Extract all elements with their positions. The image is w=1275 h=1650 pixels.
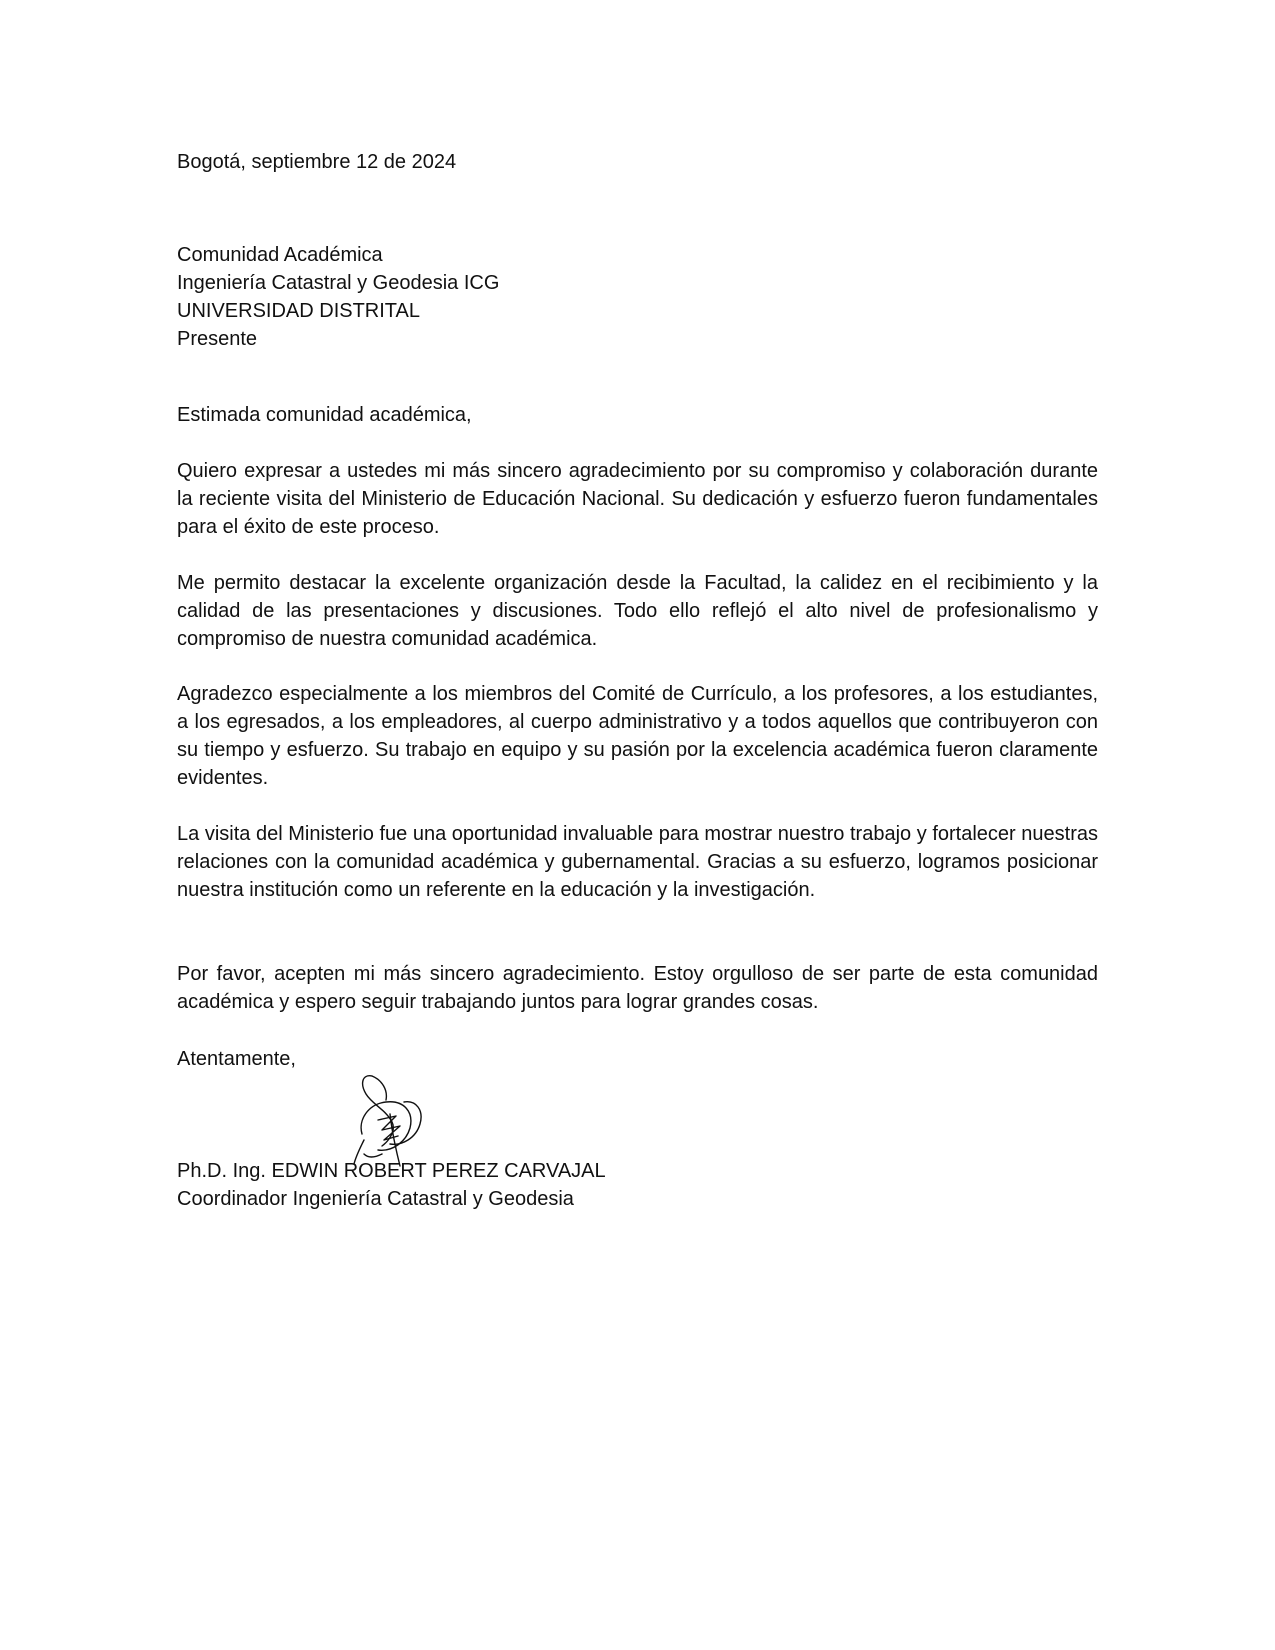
recipient-line-2: Ingeniería Catastral y Geodesia ICG [177,272,500,294]
signer-title: Coordinador Ingeniería Catastral y Geodesia [177,1188,574,1210]
handwritten-signature [352,1070,442,1170]
closing [177,1045,1098,1073]
recipient-line-1: Comunidad Académica [177,244,383,266]
closing-text: Atentamente, [177,1048,296,1070]
body-paragraph-2 [177,569,1098,653]
recipient-line-4: Presente [177,328,258,350]
greeting-text: Estimada comunidad académica, [177,404,472,426]
recipient-block [177,241,1098,353]
signer-block [177,1157,1098,1213]
paragraph-text: Me permito destacar la excelente organización desde la Facultad, la calidez en el recibimiento y la calidad de las presentaciones y discusiones. Todo ello reflejó el alto nivel de profesionalismo y compromiso de nuestra comunidad académica. [177,572,1098,650]
body-paragraph-4 [177,820,1098,904]
body-paragraph-5 [177,960,1098,1016]
recipient-line-3: UNIVERSIDAD DISTRITAL [177,300,420,322]
paragraph-text: Por favor, acepten mi más sincero agradecimiento. Estoy orgulloso de ser parte de esta comunidad académica y espero seguir trabajando juntos para lograr grandes cosas. [177,963,1098,1013]
paragraph-text: Quiero expresar a ustedes mi más sincero agradecimiento por su compromiso y colaboración durante la reciente visita del Ministerio de Educación Nacional. Su dedicación y esfuerzo fueron fundamentales para el éxito de este proceso. [177,460,1098,538]
paragraph-text: Agradezco especialmente a los miembros del Comité de Currículo, a los profesores, a los estudiantes, a los egresados, a los empleadores, al cuerpo administrativo y a todos aquellos que contribuyeron con su tiempo y esfuerzo. Su trabajo en equipo y su pasión por la excelencia académica fueron claramente evidentes. [177,683,1098,789]
body-paragraph-1 [177,457,1098,541]
paragraph-text: La visita del Ministerio fue una oportunidad invaluable para mostrar nuestro trabajo y fortalecer nuestras relaciones con la comunidad académica y gubernamental. Gracias a su esfuerzo, logramos posicionar nuestra institución como un referente en la educación y la investigación. [177,823,1098,901]
body-paragraph-3 [177,680,1098,792]
signer-name: Ph.D. Ing. EDWIN ROBERT PEREZ CARVAJAL [177,1160,606,1182]
date-text: Bogotá, septiembre 12 de 2024 [177,151,457,173]
letter-date [177,148,1098,176]
greeting [177,401,1098,429]
